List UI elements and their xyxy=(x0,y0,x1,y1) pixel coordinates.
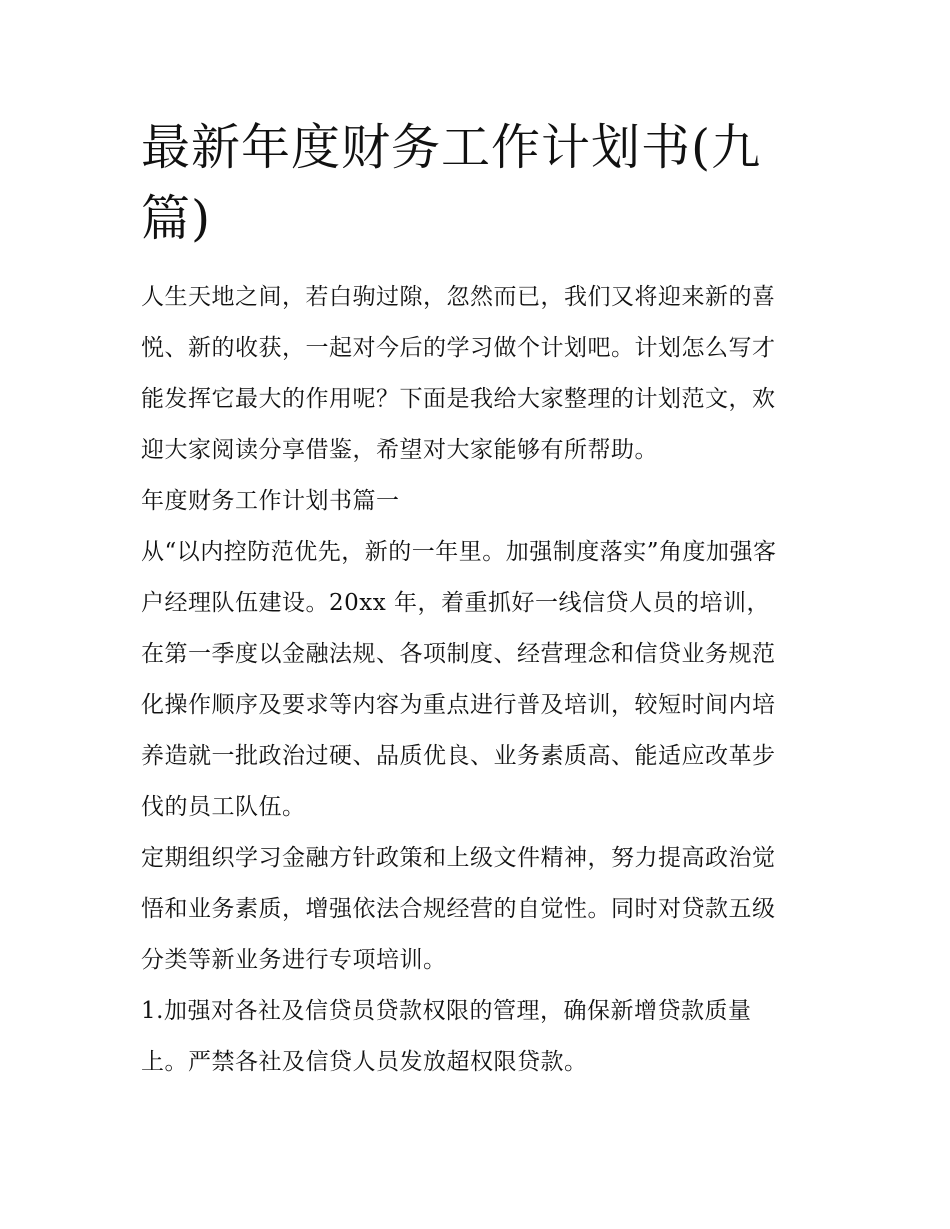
text-line: 悟和业务素质，增强依法合规经营的自觉性。同时对贷款五级 xyxy=(141,896,776,922)
paragraph-4 xyxy=(141,986,821,1088)
intro-paragraph xyxy=(141,272,821,476)
text-line: 化操作顺序及要求等内容为重点进行普及培训，较短时间内培 xyxy=(141,692,776,718)
text-line: 悦、新的收获，一起对今后的学习做个计划吧。计划怎么写才 xyxy=(141,335,776,361)
text-line: 分类等新业务进行专项培训。 xyxy=(141,947,447,973)
document-title xyxy=(141,112,781,254)
text-line: 迎大家阅读分享借鉴，希望对大家能够有所帮助。 xyxy=(141,437,658,463)
text-line: 人生天地之间，若白驹过隙，忽然而已，我们又将迎来新的喜 xyxy=(141,284,776,310)
paragraph-2 xyxy=(141,629,821,833)
document-page xyxy=(141,112,821,1088)
text-line: 1.加强对各社及信贷员贷款权限的管理，确保新增贷款质量 xyxy=(141,998,752,1024)
text-line: 养造就一批政治过硬、品质优良、业务素质高、能适应改革步 xyxy=(141,743,776,769)
text-line: 定期组织学习金融方针政策和上级文件精神，努力提高政治觉 xyxy=(141,845,776,871)
paragraph-3 xyxy=(141,833,821,986)
paragraph-1 xyxy=(141,527,821,629)
text-line: 上。严禁各社及信贷人员发放超权限贷款。 xyxy=(141,1049,588,1075)
section-heading-text: 年度财务工作计划书篇一 xyxy=(141,488,400,514)
text-line: 能发挥它最大的作用呢？下面是我给大家整理的计划范文，欢 xyxy=(141,386,776,412)
section-heading xyxy=(141,476,821,527)
text-line: 户经理队伍建设。20xx 年，着重抓好一线信贷人员的培训， xyxy=(141,590,771,616)
text-line: 在第一季度以金融法规、各项制度、经营理念和信贷业务规范 xyxy=(141,641,776,667)
text-line: 从“以内控防范优先，新的一年里。加强制度落实”角度加强客 xyxy=(141,539,777,565)
text-line: 伐的员工队伍。 xyxy=(141,794,306,820)
title-line: 最新年度财务工作计划书(九 xyxy=(141,119,762,176)
title-line: 篇) xyxy=(141,190,212,247)
